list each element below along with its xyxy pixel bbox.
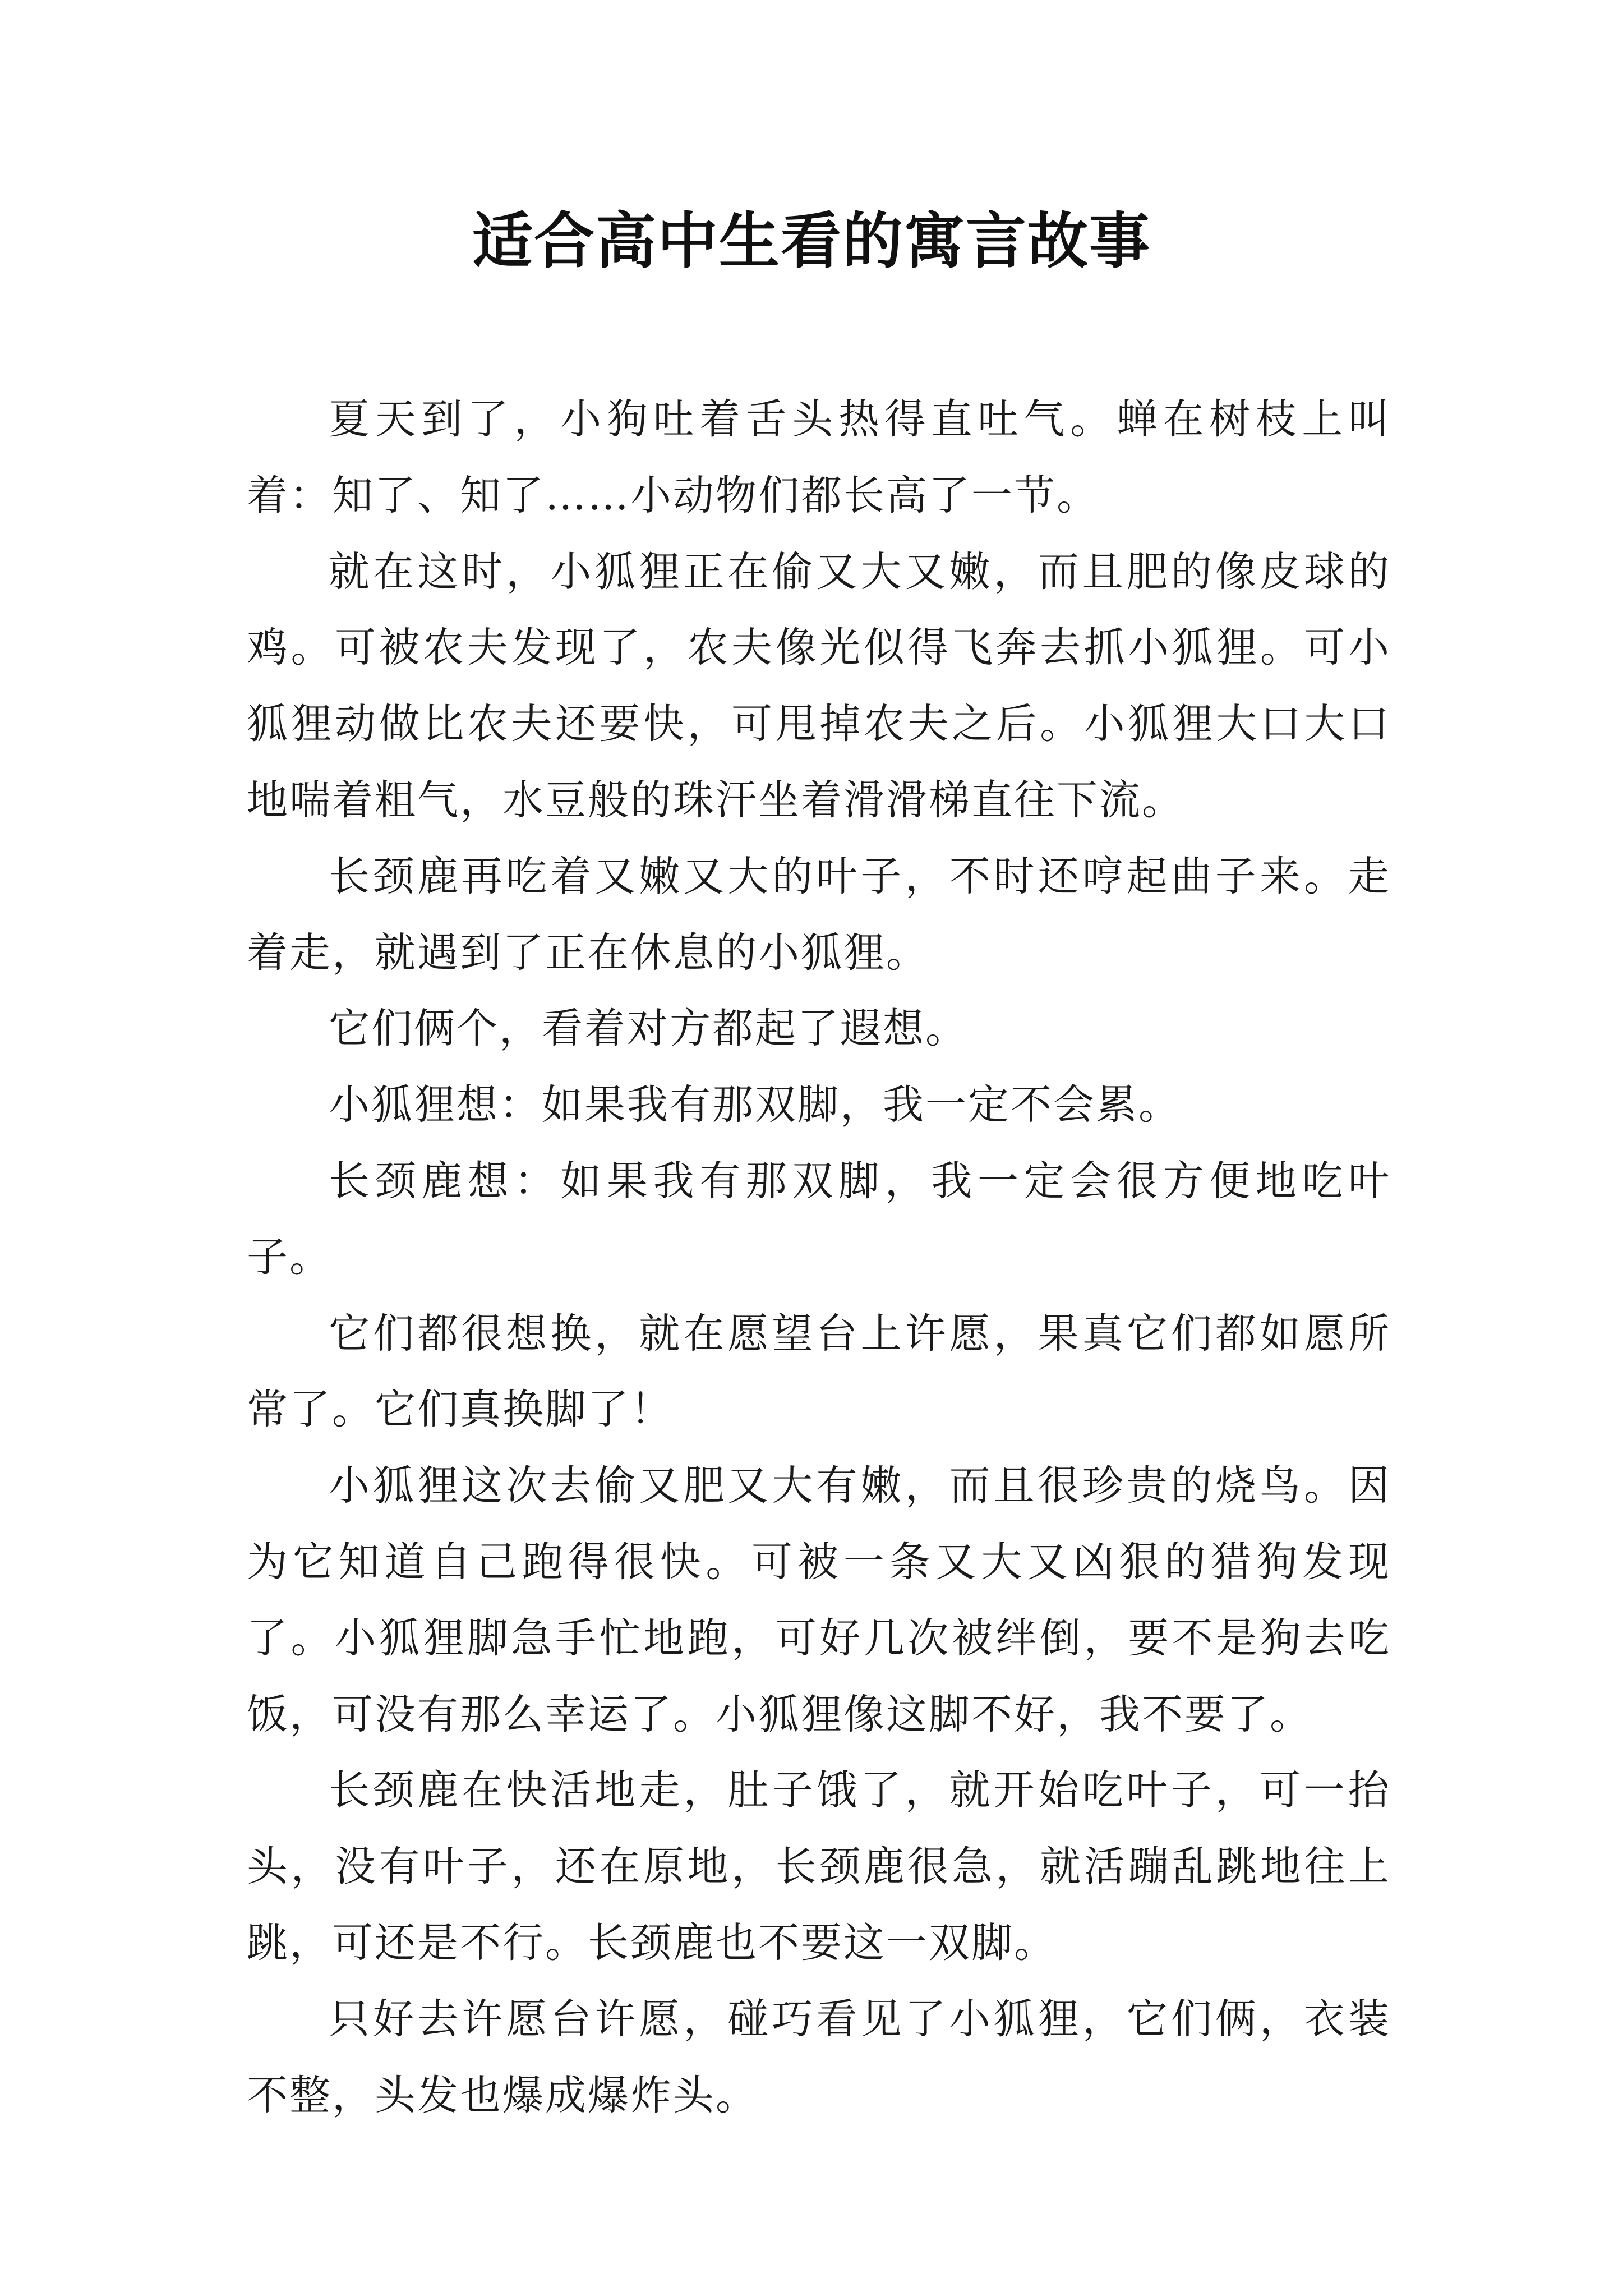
paragraph: 长颈鹿再吃着又嫩又大的叶子，不时还哼起曲子来。走着走，就遇到了正在休息的小狐狸。 — [247, 852, 1391, 977]
paragraph: 小狐狸想：如果我有那双脚，我一定不会累。 — [329, 1081, 1181, 1129]
paragraph: 只好去许愿台许愿，碰巧看见了小狐狸，它们俩，衣装不整，头发也爆成爆炸头。 — [247, 1995, 1391, 2119]
paragraph: 小狐狸这次去偷又肥又大有嫩，而且很珍贵的烧鸟。因为它知道自己跑得很快。可被一条又大又凶狠的猎狗发现了。小狐狸脚急手忙地跑，可好几次被绊倒，要不是狗去吃饭，可没有那么幸运了。小狐狸像这脚不好，我不要了。 — [247, 1462, 1391, 1738]
document-title: 适合高中生看的寓言故事 — [472, 206, 1151, 277]
paragraph: 它们都很想换，就在愿望台上许愿，果真它们都如愿所常了。它们真换脚了！ — [247, 1309, 1391, 1434]
paragraph: 长颈鹿在快活地走，肚子饿了，就开始吃叶子，可一抬头，没有叶子，还在原地，长颈鹿很急，就活蹦乱跳地往上跳，可还是不行。长颈鹿也不要这一双脚。 — [247, 1766, 1391, 1967]
document-body — [247, 381, 1391, 2133]
paragraph: 就在这时，小狐狸正在偷又大又嫩，而且肥的像皮球的鸡。可被农夫发现了，农夫像光似得飞奔去抓小狐狸。可小狐狸动做比农夫还要快，可甩掉农夫之后。小狐狸大口大口地喘着粗气，水豆般的珠汗坐着滑滑梯直往下流。 — [247, 547, 1391, 824]
paragraph: 长颈鹿想：如果我有那双脚，我一定会很方便地吃叶子。 — [247, 1157, 1391, 1281]
paragraph: 它们俩个，看着对方都起了遐想。 — [329, 1005, 968, 1053]
paragraph: 夏天到了，小狗吐着舌头热得直吐气。蝉在树枝上叫着：知了、知了……小动物们都长高了一节。 — [247, 395, 1391, 519]
